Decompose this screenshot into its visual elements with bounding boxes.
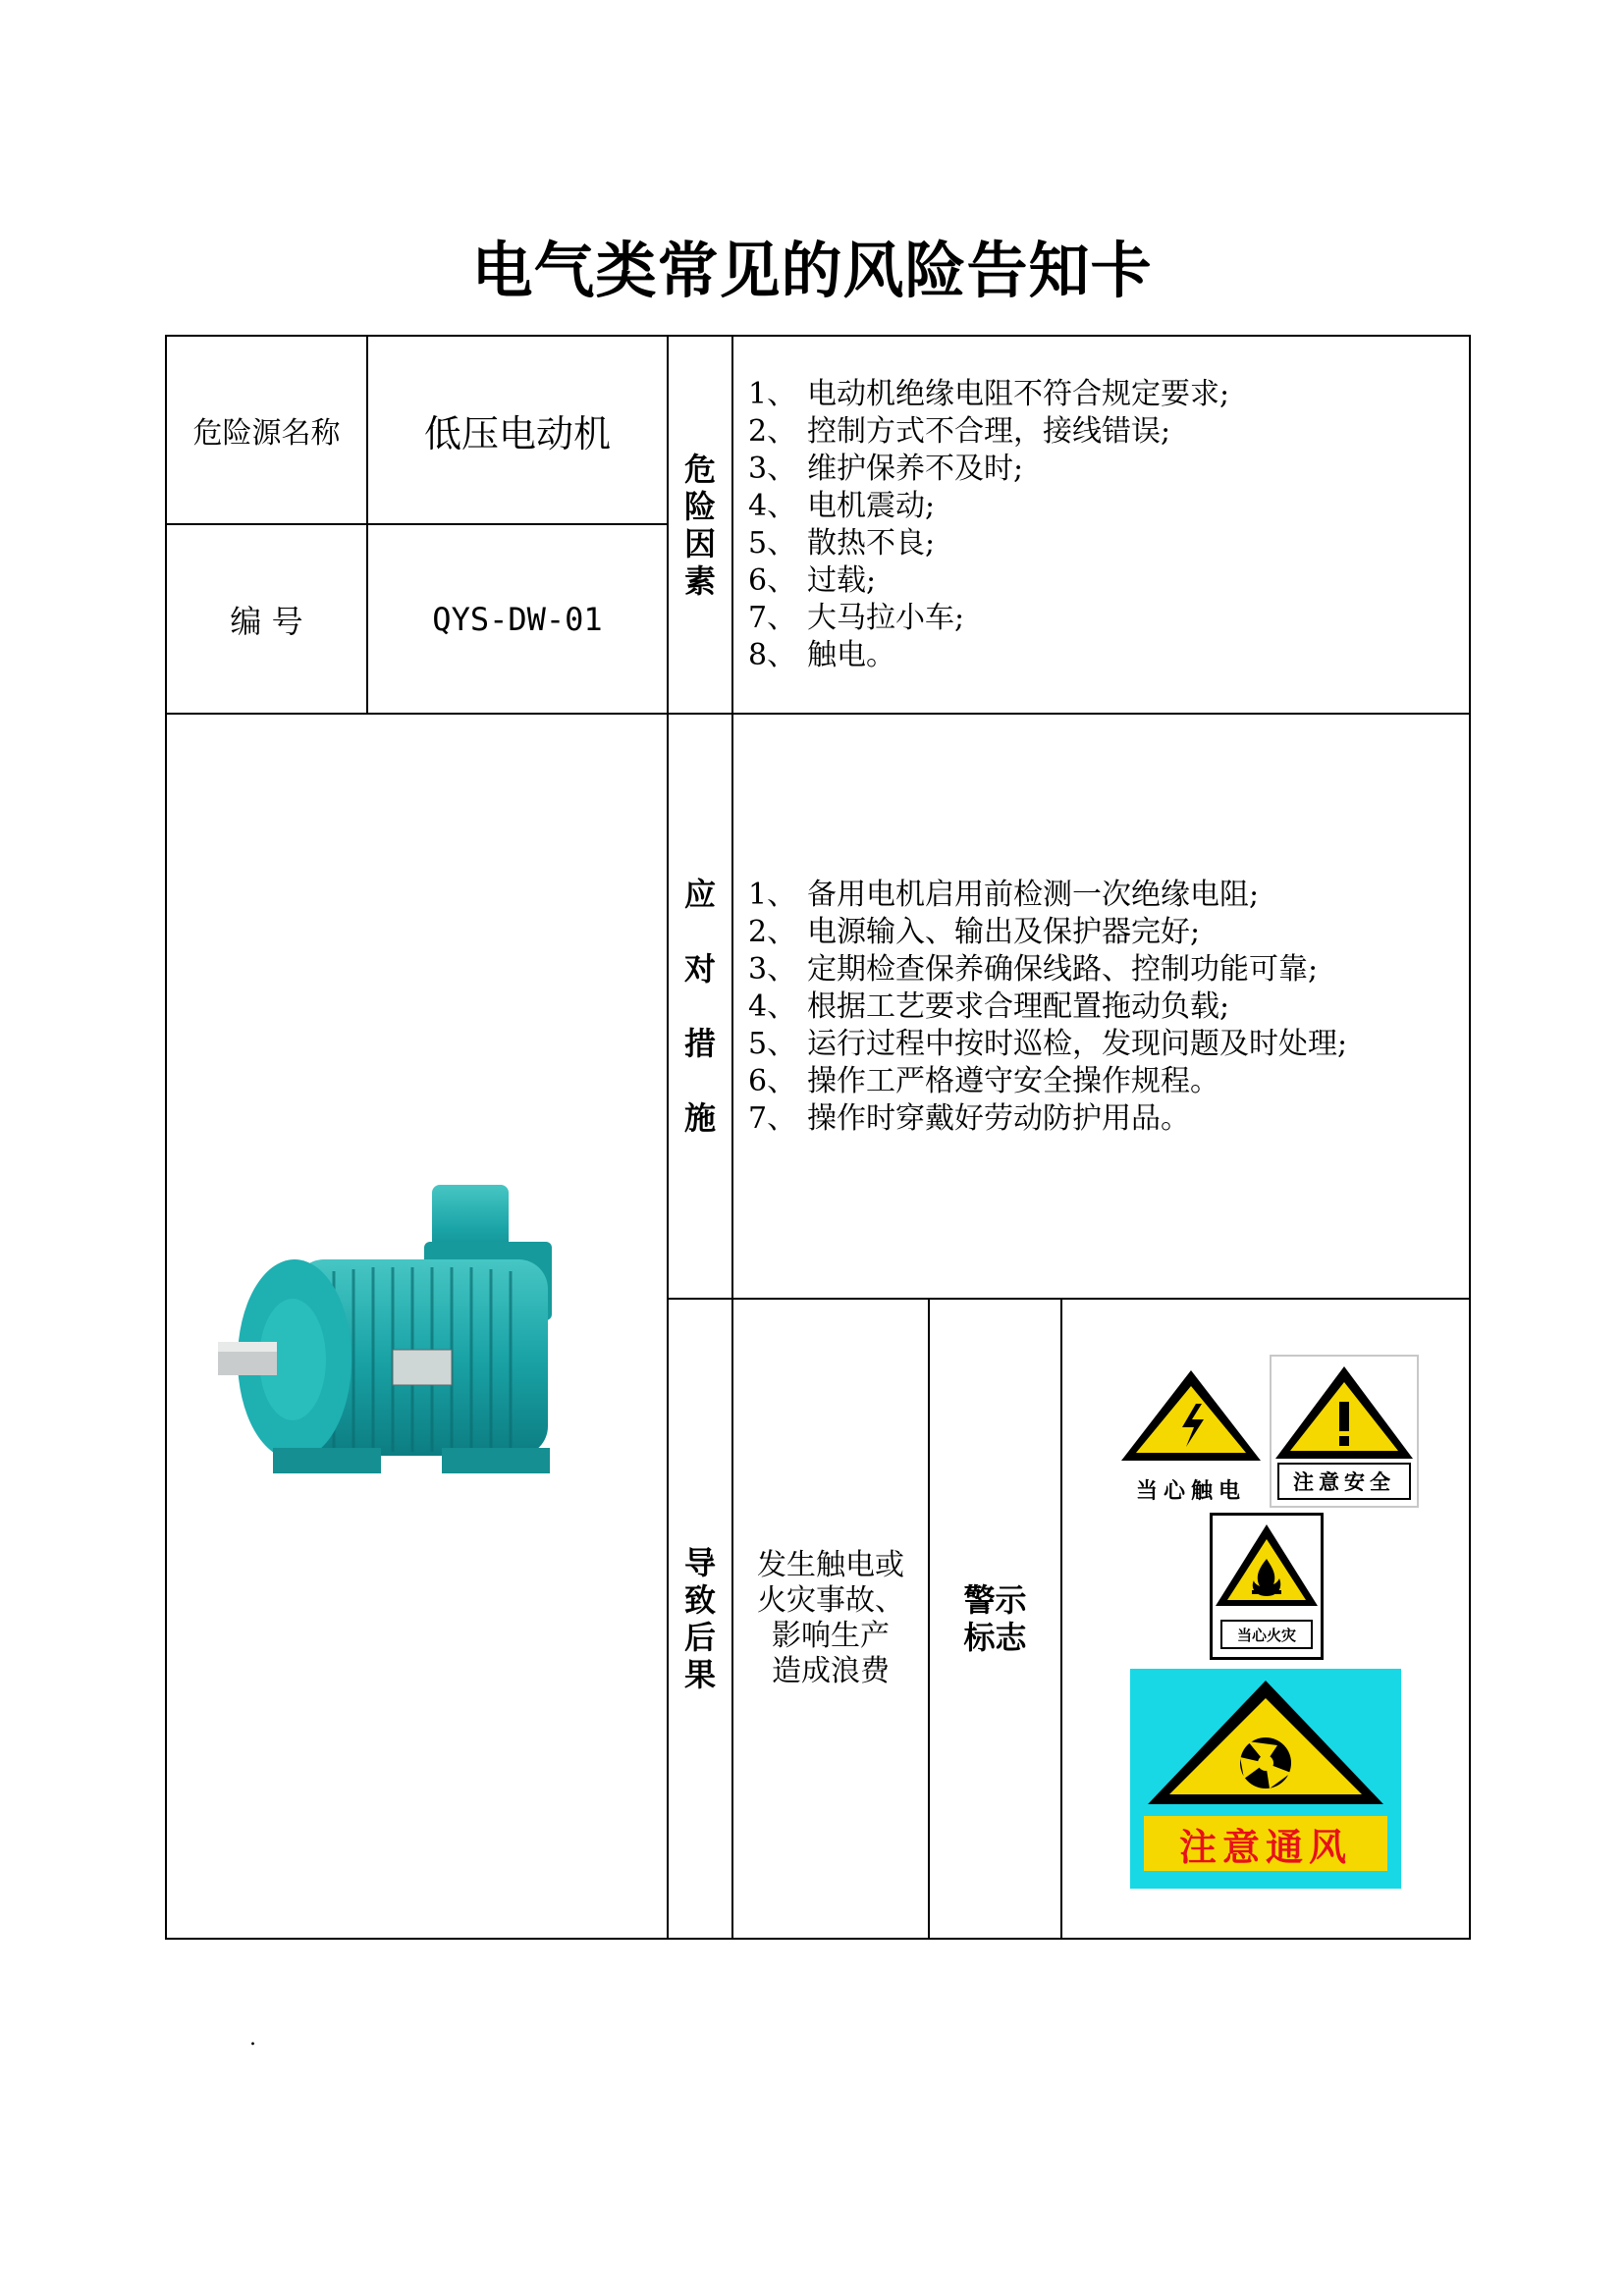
list-item: 2、 电源输入、输出及保护器完好; [748, 915, 1201, 949]
warning-signs-label: 警示 标志 [963, 1581, 1027, 1656]
list-item: 5、 散热不良; [748, 526, 936, 561]
list-item: 1、 备用电机启用前检测一次绝缘电阻; [748, 878, 1260, 912]
list-item: 3、 定期检查保养确保线路、控制功能可靠; [748, 952, 1319, 987]
hazard-source-label: 危险源名称 [192, 416, 341, 451]
lightning-icon [1117, 1366, 1265, 1465]
list-item: 1、 电动机绝缘电阻不符合规定要求; [748, 377, 1230, 411]
footnote-mark: . [249, 2026, 256, 2051]
consequence-line: 影响生产 [772, 1619, 890, 1653]
fire-sign: 当心火灾 [1210, 1513, 1324, 1660]
fire-icon [1213, 1522, 1321, 1610]
consequence-line: 造成浪费 [772, 1654, 890, 1688]
page-title: 电气类常见的风险告知卡 [471, 235, 1153, 306]
list-item: 4、 根据工艺要求合理配置拖动负载; [748, 989, 1230, 1024]
list-item: 6、 操作工严格遵守安全操作规程。 [748, 1064, 1219, 1098]
list-item: 2、 控制方式不合理，接线错误; [748, 414, 1171, 449]
exclamation-icon [1272, 1364, 1417, 1463]
consequence-line: 火灾事故、 [757, 1583, 904, 1618]
electric-shock-sign: 当心触电 [1117, 1366, 1265, 1504]
risk-factors-list [748, 376, 1229, 674]
countermeasures-label: 应 对 措 施 [683, 876, 716, 1137]
list-item: 5、 运行过程中按时巡检，发现问题及时处理; [748, 1027, 1348, 1061]
list-item: 3、 维护保养不及时; [748, 452, 1024, 486]
list-item: 8、 触电。 [748, 638, 895, 672]
electric-motor-image [196, 1173, 628, 1556]
consequence-line: 发生触电或 [757, 1548, 904, 1582]
list-item: 6、 过载; [748, 563, 877, 598]
ventilation-sign: 注意通风 [1130, 1669, 1401, 1889]
consequence-label: 导 致 后 果 [683, 1544, 716, 1693]
hazard-source-value: 低压电动机 [423, 411, 611, 455]
consequence-text [733, 1300, 928, 1938]
code-value: QYS-DW-01 [432, 600, 603, 638]
countermeasures-list [748, 877, 1347, 1138]
list-item: 7、 操作时穿戴好劳动防护用品。 [748, 1101, 1190, 1136]
risk-factors-label: 危 险 因 素 [683, 450, 716, 600]
fan-icon [1130, 1669, 1401, 1816]
list-item: 7、 大马拉小车; [748, 601, 965, 635]
code-label: 编 号 [230, 602, 303, 640]
safety-sign: 注意安全 [1270, 1355, 1419, 1508]
list-item: 4、 电机震动; [748, 489, 936, 523]
